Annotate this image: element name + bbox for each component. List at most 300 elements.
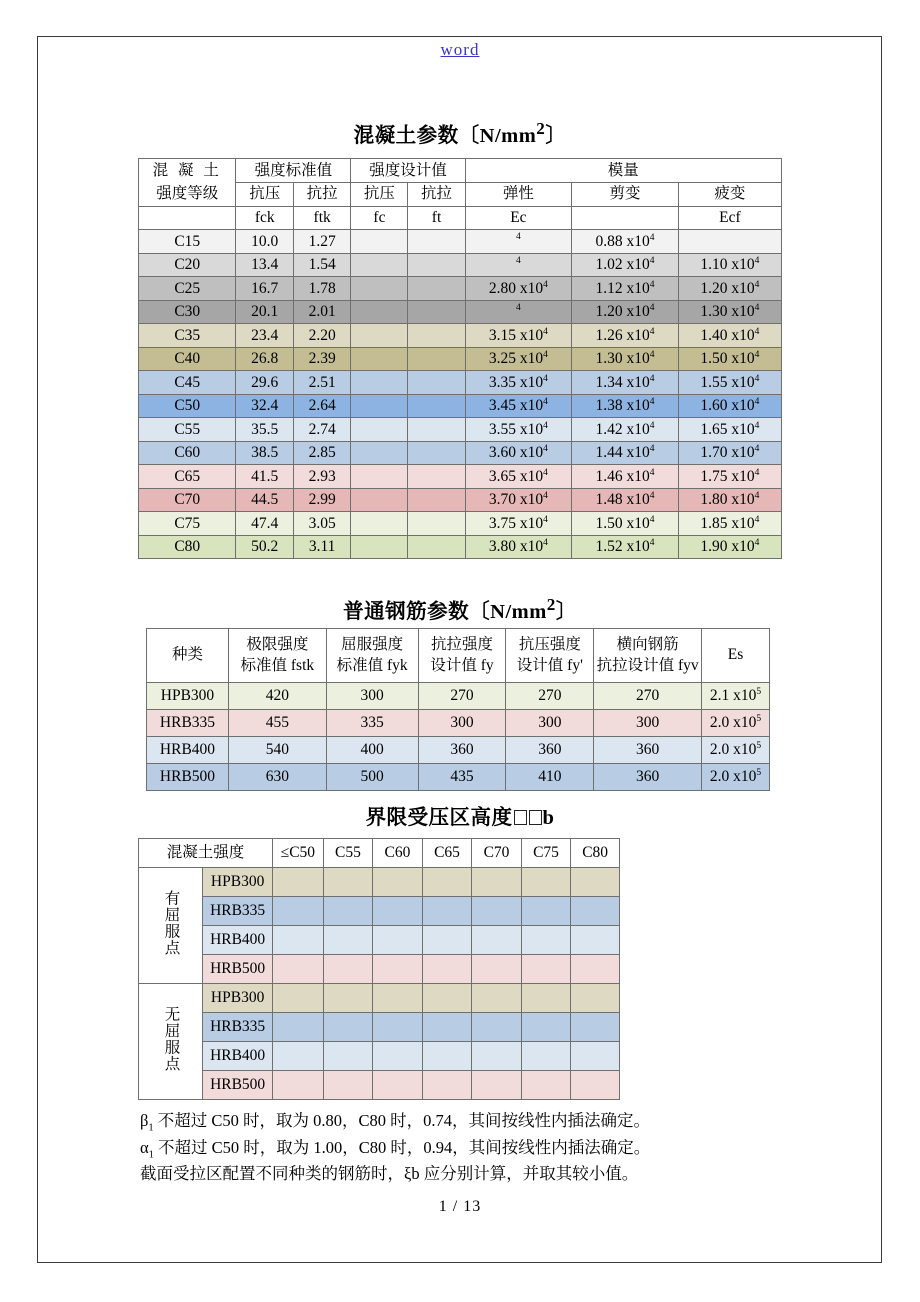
table-row bbox=[147, 710, 770, 737]
cell-rebar-kind: HRB400 bbox=[147, 737, 229, 764]
cell-xib-3 bbox=[422, 897, 472, 926]
cell-xib-6 bbox=[571, 926, 620, 955]
cell-concrete-grade: C35 bbox=[139, 324, 236, 348]
header-group-standard-value: 强度标准值 bbox=[236, 159, 351, 183]
cell-rebar-kind: HRB335 bbox=[147, 710, 229, 737]
cell-xib-4 bbox=[472, 897, 522, 926]
cell-xib-1 bbox=[323, 926, 373, 955]
cell-fy-prime: 360 bbox=[506, 737, 594, 764]
rebar-parameters-table bbox=[146, 628, 770, 791]
cell-shear-modulus: 1.50 $x10^4$ bbox=[572, 512, 679, 536]
cell-ecf: 1.90 $x10^4$ bbox=[678, 535, 781, 559]
cell-ecf: 1.60 $x10^4$ bbox=[678, 394, 781, 418]
cell-rebar-type: HRB335 bbox=[203, 897, 273, 926]
document-header bbox=[0, 40, 920, 60]
cell-ft bbox=[408, 535, 465, 559]
cell-rebar-kind: HRB500 bbox=[147, 764, 229, 791]
cell-ec: 4 bbox=[465, 253, 572, 277]
cell-concrete-grade: C45 bbox=[139, 371, 236, 395]
cell-concrete-grade: C20 bbox=[139, 253, 236, 277]
symbol-fc: fc bbox=[351, 206, 408, 230]
table-row bbox=[139, 868, 620, 897]
cell-xib-1 bbox=[323, 984, 373, 1013]
cell-ft bbox=[408, 512, 465, 536]
rebar-title-unit-exponent: 2 bbox=[546, 595, 556, 615]
cell-fck: 41.5 bbox=[236, 465, 293, 489]
page-number: 1 / 13 bbox=[438, 1198, 482, 1215]
symbol-ftk: ftk bbox=[293, 206, 350, 230]
cell-fc bbox=[351, 371, 408, 395]
cell-xib-1 bbox=[323, 1071, 373, 1100]
cell-concrete-grade: C55 bbox=[139, 418, 236, 442]
concrete-table-title bbox=[0, 118, 920, 148]
table-row bbox=[139, 324, 782, 348]
cell-xib-6 bbox=[571, 1013, 620, 1042]
cell-fstk: 455 bbox=[228, 710, 326, 737]
cell-ftk: 2.99 bbox=[293, 488, 350, 512]
table-row bbox=[147, 764, 770, 791]
cell-fyv: 360 bbox=[594, 737, 702, 764]
table-row bbox=[139, 465, 782, 489]
cell-xib-6 bbox=[571, 1071, 620, 1100]
cell-fck: 32.4 bbox=[236, 394, 293, 418]
cell-ec: 3.45 $x10^4$ bbox=[465, 394, 572, 418]
cell-es: 2.0 $x10^5$ bbox=[702, 710, 770, 737]
cell-ftk: 2.64 bbox=[293, 394, 350, 418]
cell-ft bbox=[408, 441, 465, 465]
cell-concrete-grade: C60 bbox=[139, 441, 236, 465]
cell-ftk: 1.78 bbox=[293, 277, 350, 301]
cell-xib-2 bbox=[373, 1013, 423, 1042]
cell-ft bbox=[408, 371, 465, 395]
header-fyp-line1: 抗压强度 bbox=[518, 636, 581, 654]
cell-fyk: 500 bbox=[326, 764, 418, 791]
table-row bbox=[139, 897, 620, 926]
cell-shear-modulus: 1.42 $x10^4$ bbox=[572, 418, 679, 442]
cell-fc bbox=[351, 535, 408, 559]
cell-fc bbox=[351, 324, 408, 348]
cell-ftk: 3.05 bbox=[293, 512, 350, 536]
cell-xib-2 bbox=[373, 868, 423, 897]
cell-xib-6 bbox=[571, 984, 620, 1013]
cell-xib-5 bbox=[521, 897, 571, 926]
cell-shear-modulus: 1.30 $x10^4$ bbox=[572, 347, 679, 371]
cell-xib-1 bbox=[323, 897, 373, 926]
header-group-modulus: 模量 bbox=[465, 159, 781, 183]
cell-fc bbox=[351, 253, 408, 277]
xib-table-wrapper bbox=[138, 838, 620, 1100]
cell-xib-6 bbox=[571, 955, 620, 984]
cell-ec: 3.75 $x10^4$ bbox=[465, 512, 572, 536]
cell-ec: 3.65 $x10^4$ bbox=[465, 465, 572, 489]
cell-concrete-grade: C25 bbox=[139, 277, 236, 301]
cell-fck: 23.4 bbox=[236, 324, 293, 348]
cell-fck: 16.7 bbox=[236, 277, 293, 301]
cell-rebar-type: HPB300 bbox=[203, 984, 273, 1013]
cell-concrete-grade: C50 bbox=[139, 394, 236, 418]
header-fy-line1: 抗拉强度 bbox=[430, 636, 493, 654]
cell-rebar-type: HRB400 bbox=[203, 926, 273, 955]
table-row bbox=[139, 347, 782, 371]
footnote-alpha1-symbol: α bbox=[140, 1137, 149, 1157]
rebar-title-unit-close: 〕 bbox=[555, 601, 577, 623]
table-row bbox=[139, 955, 620, 984]
header-fstk-line1: 极限强度 bbox=[246, 636, 309, 654]
header-yield-strength bbox=[326, 629, 418, 683]
cell-ftk: 2.01 bbox=[293, 300, 350, 324]
header-fyv-line2: 抗拉设计值 fyv bbox=[596, 656, 699, 674]
xib-title-subscript: b bbox=[542, 807, 555, 829]
cell-xib-3 bbox=[422, 926, 472, 955]
cell-xib-5 bbox=[521, 1071, 571, 1100]
cell-shear-modulus: 1.12 $x10^4$ bbox=[572, 277, 679, 301]
table-row bbox=[139, 300, 782, 324]
cell-es: 2.0 $x10^5$ bbox=[702, 737, 770, 764]
header-compressive-standard: 抗压 bbox=[236, 182, 293, 206]
table-row bbox=[139, 926, 620, 955]
cell-rebar-type: HRB400 bbox=[203, 1042, 273, 1071]
cell-shear-modulus: 1.52 $x10^4$ bbox=[572, 535, 679, 559]
cell-xib-3 bbox=[422, 1013, 472, 1042]
cell-ft bbox=[408, 300, 465, 324]
cell-ftk: 2.20 bbox=[293, 324, 350, 348]
header-fy-line2: 设计值 fy bbox=[430, 656, 494, 674]
header-grade-4: C70 bbox=[472, 839, 522, 868]
cell-xib-0 bbox=[273, 1042, 324, 1071]
cell-ec: 4 bbox=[465, 300, 572, 324]
header-tensile-design: 抗拉 bbox=[408, 182, 465, 206]
header-fyk-line1: 屈服强度 bbox=[341, 636, 404, 654]
cell-ec: 3.15 $x10^4$ bbox=[465, 324, 572, 348]
cell-xib-0 bbox=[273, 1071, 324, 1100]
cell-ecf: 1.80 $x10^4$ bbox=[678, 488, 781, 512]
table-row bbox=[139, 488, 782, 512]
cell-xib-6 bbox=[571, 897, 620, 926]
cell-es: 2.0 $x10^5$ bbox=[702, 764, 770, 791]
cell-fc bbox=[351, 465, 408, 489]
cell-fyk: 400 bbox=[326, 737, 418, 764]
header-tensile-standard: 抗拉 bbox=[293, 182, 350, 206]
cell-fyk: 335 bbox=[326, 710, 418, 737]
table-row bbox=[139, 1013, 620, 1042]
cell-rebar-type: HRB500 bbox=[203, 955, 273, 984]
header-transverse-rebar bbox=[594, 629, 702, 683]
cell-shear-modulus: 1.26 $x10^4$ bbox=[572, 324, 679, 348]
cell-ecf: 1.70 $x10^4$ bbox=[678, 441, 781, 465]
cell-xib-4 bbox=[472, 984, 522, 1013]
cell-fy: 435 bbox=[418, 764, 506, 791]
cell-ft bbox=[408, 277, 465, 301]
header-grade-line1: 混 凝 土 bbox=[152, 162, 222, 179]
header-rebar-kind: 种类 bbox=[147, 629, 229, 683]
cell-xib-4 bbox=[472, 868, 522, 897]
header-elastic-modulus-es: Es bbox=[702, 629, 770, 683]
footnote-beta1-text: 不超过 C50 时，取为 0.80，C80 时，0.74，其间按线性内插法确定。 bbox=[153, 1111, 651, 1130]
cell-concrete-grade: C40 bbox=[139, 347, 236, 371]
cell-rebar-kind: HPB300 bbox=[147, 683, 229, 710]
cell-xib-5 bbox=[521, 984, 571, 1013]
header-fatigue-modulus: 疲变 bbox=[678, 182, 781, 206]
cell-fck: 47.4 bbox=[236, 512, 293, 536]
cell-xib-5 bbox=[521, 1042, 571, 1071]
header-fyp-line2: 设计值 fy' bbox=[516, 656, 583, 674]
cell-fc bbox=[351, 488, 408, 512]
cell-fstk: 630 bbox=[228, 764, 326, 791]
cell-fy-prime: 270 bbox=[506, 683, 594, 710]
header-grade-1: C55 bbox=[323, 839, 373, 868]
cell-shear-modulus: 1.34 $x10^4$ bbox=[572, 371, 679, 395]
cell-ft bbox=[408, 347, 465, 371]
cell-fyk: 300 bbox=[326, 683, 418, 710]
footnote-xib bbox=[140, 1161, 780, 1188]
cell-ft bbox=[408, 488, 465, 512]
cell-shear-modulus: 1.44 $x10^4$ bbox=[572, 441, 679, 465]
cell-xib-4 bbox=[472, 1071, 522, 1100]
cell-shear-modulus: 0.88 $x10^4$ bbox=[572, 230, 679, 254]
cell-xib-3 bbox=[422, 955, 472, 984]
header-fyk-line2: 标准值 fyk bbox=[336, 656, 408, 674]
cell-fstk: 420 bbox=[228, 683, 326, 710]
cell-xib-0 bbox=[273, 984, 324, 1013]
cell-ecf: 1.55 $x10^4$ bbox=[678, 371, 781, 395]
xib-table-title bbox=[0, 800, 920, 830]
cell-xib-1 bbox=[323, 1042, 373, 1071]
cell-fc bbox=[351, 394, 408, 418]
cell-xib-2 bbox=[373, 955, 423, 984]
cell-fc bbox=[351, 277, 408, 301]
table-symbol-row bbox=[139, 206, 782, 230]
cell-xib-4 bbox=[472, 1013, 522, 1042]
symbol-ecf: Ecf bbox=[678, 206, 781, 230]
cell-ecf: 1.85 $x10^4$ bbox=[678, 512, 781, 536]
symbol-shear bbox=[572, 206, 679, 230]
cell-ecf: 1.65 $x10^4$ bbox=[678, 418, 781, 442]
page-footer bbox=[0, 1198, 920, 1216]
cell-rebar-type: HRB500 bbox=[203, 1071, 273, 1100]
cell-ftk: 3.11 bbox=[293, 535, 350, 559]
cell-concrete-grade: C70 bbox=[139, 488, 236, 512]
cell-fyv: 360 bbox=[594, 764, 702, 791]
cell-fck: 10.0 bbox=[236, 230, 293, 254]
cell-ftk: 2.74 bbox=[293, 418, 350, 442]
cell-fyv: 270 bbox=[594, 683, 702, 710]
cell-ft bbox=[408, 394, 465, 418]
cell-shear-modulus: 1.20 $x10^4$ bbox=[572, 300, 679, 324]
cell-xib-0 bbox=[273, 897, 324, 926]
header-elastic-modulus: 弹性 bbox=[465, 182, 572, 206]
cell-ec: 3.55 $x10^4$ bbox=[465, 418, 572, 442]
cell-ftk: 1.27 bbox=[293, 230, 350, 254]
concrete-parameters-table-wrapper bbox=[138, 158, 782, 559]
cell-ft bbox=[408, 253, 465, 277]
cell-concrete-grade: C30 bbox=[139, 300, 236, 324]
header-fyv-line1: 横向钢筋 bbox=[616, 636, 679, 654]
cell-ec: 3.70 $x10^4$ bbox=[465, 488, 572, 512]
cell-fc bbox=[351, 230, 408, 254]
header-shear-modulus: 剪变 bbox=[572, 182, 679, 206]
missing-glyph-box-2 bbox=[529, 810, 542, 825]
cell-ft bbox=[408, 418, 465, 442]
cell-fck: 29.6 bbox=[236, 371, 293, 395]
cell-fc bbox=[351, 418, 408, 442]
header-fstk-line2: 标准值 fstk bbox=[240, 656, 315, 674]
header-tensile-design-strength bbox=[418, 629, 506, 683]
cell-fyv: 300 bbox=[594, 710, 702, 737]
cell-xib-2 bbox=[373, 1042, 423, 1071]
cell-fy-prime: 300 bbox=[506, 710, 594, 737]
rebar-title-unit-open: 〔N/mm bbox=[469, 601, 547, 623]
cell-xib-4 bbox=[472, 926, 522, 955]
cell-fy: 300 bbox=[418, 710, 506, 737]
cell-ftk: 2.39 bbox=[293, 347, 350, 371]
cell-fy: 270 bbox=[418, 683, 506, 710]
group-label-0: 有屈服点 bbox=[139, 868, 203, 984]
cell-es: 2.1 $x10^5$ bbox=[702, 683, 770, 710]
cell-xib-5 bbox=[521, 868, 571, 897]
cell-fck: 20.1 bbox=[236, 300, 293, 324]
cell-xib-0 bbox=[273, 868, 324, 897]
cell-ecf: 1.75 $x10^4$ bbox=[678, 465, 781, 489]
symbol-ft: ft bbox=[408, 206, 465, 230]
footnote-alpha1-subscript: 1 bbox=[148, 1149, 154, 1161]
rebar-table-title bbox=[0, 594, 920, 624]
table-row bbox=[147, 683, 770, 710]
header-group-design-value: 强度设计值 bbox=[351, 159, 465, 183]
table-row bbox=[139, 418, 782, 442]
cell-xib-4 bbox=[472, 955, 522, 984]
table-header-row bbox=[139, 839, 620, 868]
xib-title-text: 界限受压区高度 bbox=[365, 807, 513, 829]
missing-glyph-box-1 bbox=[514, 810, 527, 825]
cell-xib-3 bbox=[422, 1071, 472, 1100]
cell-fy-prime: 410 bbox=[506, 764, 594, 791]
header-grade-6: C80 bbox=[571, 839, 620, 868]
cell-xib-5 bbox=[521, 1013, 571, 1042]
table-row bbox=[139, 535, 782, 559]
header-compressive-design-strength bbox=[506, 629, 594, 683]
cell-xib-2 bbox=[373, 984, 423, 1013]
cell-xib-1 bbox=[323, 955, 373, 984]
footnotes bbox=[140, 1108, 780, 1188]
cell-rebar-type: HPB300 bbox=[203, 868, 273, 897]
cell-fc bbox=[351, 300, 408, 324]
cell-fck: 38.5 bbox=[236, 441, 293, 465]
concrete-title-unit-exponent: 2 bbox=[536, 119, 546, 139]
table-row bbox=[139, 277, 782, 301]
cell-ec: 3.80 $x10^4$ bbox=[465, 535, 572, 559]
table-row bbox=[139, 984, 620, 1013]
table-row bbox=[139, 1071, 620, 1100]
rebar-parameters-table-wrapper bbox=[146, 628, 770, 791]
cell-xib-3 bbox=[422, 1042, 472, 1071]
cell-fc bbox=[351, 512, 408, 536]
concrete-parameters-table bbox=[138, 158, 782, 559]
header-grade-2: C60 bbox=[373, 839, 423, 868]
cell-fy: 360 bbox=[418, 737, 506, 764]
cell-shear-modulus: 1.48 $x10^4$ bbox=[572, 488, 679, 512]
cell-xib-2 bbox=[373, 897, 423, 926]
table-row bbox=[139, 394, 782, 418]
cell-xib-3 bbox=[422, 984, 472, 1013]
symbol-fck: fck bbox=[236, 206, 293, 230]
concrete-title-text: 混凝土参数 bbox=[353, 125, 459, 147]
relative-compression-zone-height-table bbox=[138, 838, 620, 1100]
cell-ec: 3.60 $x10^4$ bbox=[465, 441, 572, 465]
cell-concrete-grade: C75 bbox=[139, 512, 236, 536]
cell-ec: 3.35 $x10^4$ bbox=[465, 371, 572, 395]
footnote-xib-symbol: ξb bbox=[404, 1164, 420, 1184]
cell-ecf bbox=[678, 230, 781, 254]
concrete-title-unit-close: 〕 bbox=[545, 125, 567, 147]
cell-shear-modulus: 1.02 $x10^4$ bbox=[572, 253, 679, 277]
cell-fc bbox=[351, 347, 408, 371]
header-grade-3: C65 bbox=[422, 839, 472, 868]
cell-fck: 50.2 bbox=[236, 535, 293, 559]
rebar-title-text: 普通钢筋参数 bbox=[343, 601, 470, 623]
table-row bbox=[147, 737, 770, 764]
cell-xib-1 bbox=[323, 1013, 373, 1042]
table-row bbox=[139, 512, 782, 536]
footnote-xib-text-b: 应分别计算，并取其较小值。 bbox=[419, 1164, 639, 1184]
cell-ft bbox=[408, 465, 465, 489]
table-row bbox=[139, 253, 782, 277]
cell-xib-2 bbox=[373, 926, 423, 955]
table-row bbox=[139, 371, 782, 395]
footnote-beta1 bbox=[140, 1108, 780, 1135]
cell-ecf: 1.10 $x10^4$ bbox=[678, 253, 781, 277]
cell-xib-0 bbox=[273, 955, 324, 984]
cell-shear-modulus: 1.38 $x10^4$ bbox=[572, 394, 679, 418]
header-grade-0: ≤C50 bbox=[273, 839, 324, 868]
cell-ftk: 2.85 bbox=[293, 441, 350, 465]
cell-xib-3 bbox=[422, 868, 472, 897]
cell-ftk: 2.51 bbox=[293, 371, 350, 395]
cell-xib-6 bbox=[571, 1042, 620, 1071]
cell-xib-4 bbox=[472, 1042, 522, 1071]
cell-fck: 35.5 bbox=[236, 418, 293, 442]
cell-ecf: 1.50 $x10^4$ bbox=[678, 347, 781, 371]
header-ultimate-strength bbox=[228, 629, 326, 683]
footnote-beta1-subscript: 1 bbox=[148, 1122, 154, 1134]
cell-fc bbox=[351, 441, 408, 465]
cell-fck: 44.5 bbox=[236, 488, 293, 512]
footnote-xib-text-a: 截面受拉区配置不同种类的钢筋时， bbox=[140, 1164, 404, 1184]
cell-fck: 13.4 bbox=[236, 253, 293, 277]
header-grade-line2: 强度等级 bbox=[156, 185, 219, 203]
group-label-1: 无屈服点 bbox=[139, 984, 203, 1100]
cell-ec: 4 bbox=[465, 230, 572, 254]
cell-xib-2 bbox=[373, 1071, 423, 1100]
cell-fck: 26.8 bbox=[236, 347, 293, 371]
symbol-ec: Ec bbox=[465, 206, 572, 230]
footnote-alpha1-text: 不超过 C50 时，取为 1.00，C80 时，0.94，其间按线性内插法确定。 bbox=[153, 1137, 651, 1157]
cell-xib-1 bbox=[323, 868, 373, 897]
cell-xib-6 bbox=[571, 868, 620, 897]
cell-concrete-grade: C15 bbox=[139, 230, 236, 254]
concrete-title-unit-open: 〔N/mm bbox=[458, 125, 537, 147]
cell-ft bbox=[408, 324, 465, 348]
cell-shear-modulus: 1.46 $x10^4$ bbox=[572, 465, 679, 489]
header-concrete-grade bbox=[139, 159, 236, 207]
symbol-blank bbox=[139, 206, 236, 230]
table-header-row bbox=[139, 159, 782, 183]
table-header-row bbox=[147, 629, 770, 683]
cell-xib-5 bbox=[521, 926, 571, 955]
table-row bbox=[139, 230, 782, 254]
word-hyperlink[interactable]: word bbox=[440, 40, 480, 59]
cell-xib-5 bbox=[521, 955, 571, 984]
header-concrete-strength: 混凝土强度 bbox=[139, 839, 273, 868]
